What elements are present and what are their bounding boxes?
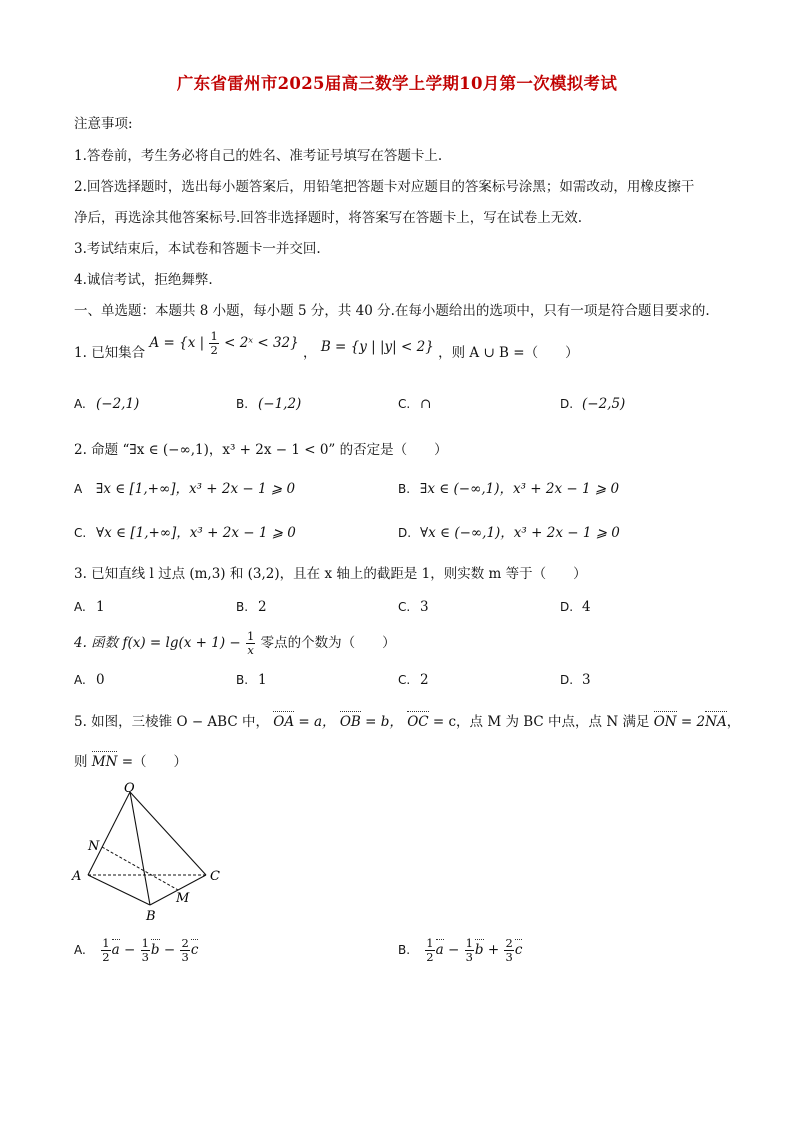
set-b: B = {y | |y| < 2} (320, 339, 434, 355)
fraction-numerator: 1 (426, 936, 434, 950)
option-text: 2 (258, 599, 267, 615)
option-c[interactable] (398, 396, 431, 412)
option-label: C. (398, 397, 411, 411)
vector-eq: = 2 (680, 714, 706, 730)
fraction-denominator: 2 (426, 950, 434, 964)
vector-ob: OB (339, 714, 361, 730)
notice-item: 1.答卷前，考生务必将自己的姓名、准考证号填写在答题卡上. (74, 148, 443, 164)
fraction-numerator: 1 (210, 329, 218, 343)
option-text: ∀x ∈ (−∞,1)，x³ + 2x − 1 ⩾ 0 (420, 525, 620, 541)
option-b[interactable] (236, 396, 301, 412)
option-a[interactable] (74, 599, 105, 615)
label-m: M (176, 891, 190, 906)
vector-eq: = a， (298, 714, 336, 730)
fraction-numerator: 1 (247, 629, 255, 643)
fraction-denominator: 2 (210, 343, 218, 357)
fraction (209, 330, 218, 357)
option-b[interactable] (398, 937, 522, 964)
option-label: C. (398, 600, 411, 614)
notice-item: 净后，再选涂其他答案标号.回答非选择题时，将答案写在答题卡上，写在试卷上无效. (74, 210, 583, 226)
option-label: D. (560, 600, 574, 614)
vector: a (435, 942, 444, 958)
question-suffix: 零点的个数为（ ） (260, 635, 396, 651)
notice-item: 2.回答选择题时，选出每小题答案后，用铅笔把答题卡对应题目的答案标号涂黑；如需改动，用橡皮擦干 (74, 179, 695, 195)
option-d[interactable] (398, 521, 620, 541)
question-4 (74, 630, 396, 657)
notice-item: 4.诚信考试，拒绝舞弊. (74, 272, 213, 288)
question-5-line-2 (74, 750, 187, 770)
vector: a (111, 942, 120, 958)
fraction-numerator: 1 (465, 936, 473, 950)
option-text: 1 (96, 599, 105, 615)
fraction-denominator: 3 (141, 950, 149, 964)
section-heading: 一、单选题：本题共 8 小题，每小题 5 分，共 40 分.在每小题给出的选项中，只有一项是符合题目要求的. (74, 303, 710, 319)
fraction (246, 630, 255, 657)
question-text: 4. 函数 f(x) = lg(x + 1) − (74, 635, 241, 651)
fraction-denominator: 2 (102, 950, 110, 964)
option-d[interactable] (560, 672, 591, 688)
option-a[interactable] (74, 937, 198, 964)
question-suffix: =（ ） (121, 754, 188, 770)
vector-oc: OC (407, 714, 429, 730)
edge-ob (130, 792, 150, 905)
fraction (425, 937, 434, 964)
edge-oa (88, 792, 130, 875)
label-b: B (146, 909, 156, 924)
question-number: 1. (74, 345, 87, 361)
option-text: ∩ (420, 396, 432, 412)
separator: ， (303, 345, 317, 361)
fraction-numerator: 2 (181, 936, 189, 950)
option-b[interactable] (236, 599, 267, 615)
fraction (504, 937, 513, 964)
fraction-numerator: 1 (141, 936, 149, 950)
option-text: ∃x ∈ (−∞,1)，x³ + 2x − 1 ⩾ 0 (420, 481, 620, 497)
operator: − (123, 942, 136, 958)
option-text: 4 (582, 599, 591, 615)
option-text: 1 (258, 672, 267, 688)
notice-item: 3.考试结束后，本试卷和答题卡一并交回. (74, 241, 321, 257)
option-label: B. (236, 600, 249, 614)
operator: + (487, 942, 500, 958)
option-c[interactable] (398, 599, 429, 615)
question-2: 2. 命题 “∃x ∈ (−∞,1)，x³ + 2x − 1 < 0” 的否定是（ ） (74, 442, 448, 458)
operator: − (163, 942, 176, 958)
operator: − (447, 942, 460, 958)
option-c[interactable] (74, 521, 296, 541)
option-label: A. (74, 397, 86, 411)
option-label: A (74, 482, 83, 496)
option-a[interactable] (74, 396, 139, 412)
notice-heading: 注意事项: (74, 116, 133, 132)
option-text: (−2,5) (582, 396, 626, 412)
vector-na: NA (705, 714, 727, 730)
segment-mn (102, 847, 178, 890)
label-c: C (210, 869, 220, 884)
fraction-denominator: 3 (465, 950, 473, 964)
option-text: 3 (582, 672, 591, 688)
question-5 (74, 710, 740, 730)
option-a[interactable] (74, 672, 105, 688)
vector: c (190, 942, 199, 958)
fraction (180, 937, 189, 964)
set-a (149, 329, 303, 357)
fraction-denominator: 3 (505, 950, 513, 964)
option-label: C. (398, 673, 411, 687)
vector-eq: = b， (365, 714, 403, 730)
vector: c (514, 942, 523, 958)
set-a-right: < 2ˣ < 32} (224, 335, 299, 351)
option-label: B. (398, 943, 411, 957)
option-text: (−2,1) (96, 396, 140, 412)
option-label: B. (236, 397, 249, 411)
question-text: 则 (74, 754, 88, 770)
question-text: 已知集合 (91, 345, 146, 361)
option-text: ∃x ∈ [1,+∞]，x³ + 2x − 1 ⩾ 0 (96, 481, 296, 497)
option-text: 2 (420, 672, 429, 688)
question-3: 3. 已知直线 l 过点 (m,3) 和 (3,2)，且在 x 轴上的截距是 1，则实数 m 等于（ ） (74, 566, 587, 582)
option-b[interactable] (236, 672, 267, 688)
option-text: ∀x ∈ [1,+∞]，x³ + 2x − 1 ⩾ 0 (96, 525, 296, 541)
option-label: D. (560, 397, 574, 411)
option-label: D. (560, 673, 574, 687)
option-label: B. (236, 673, 249, 687)
fraction-denominator: x (247, 643, 254, 657)
vector: b (150, 942, 160, 958)
option-label: A. (74, 943, 86, 957)
fraction (141, 937, 150, 964)
question-text: 5. 如图，三棱锥 O − ABC 中， (74, 714, 269, 730)
label-o: O (124, 781, 135, 796)
vector-eq: = c，点 M 为 BC 中点，点 N 满足 (432, 714, 650, 730)
label-a: A (72, 869, 82, 884)
label-n: N (88, 839, 100, 854)
set-a-left: A = {x | (149, 335, 205, 351)
edge-oc (130, 792, 206, 875)
vector-on: ON (653, 714, 677, 730)
option-b[interactable] (398, 477, 619, 497)
fraction (101, 937, 110, 964)
option-label: C. (74, 526, 87, 540)
option-label: D. (398, 526, 412, 540)
vector-mn: MN (91, 754, 118, 770)
option-a[interactable] (74, 477, 295, 497)
vector: b (474, 942, 484, 958)
option-text: 0 (96, 672, 105, 688)
fraction-numerator: 2 (505, 936, 513, 950)
option-label: A. (74, 600, 86, 614)
fraction-denominator: 3 (181, 950, 189, 964)
option-label: A. (74, 673, 86, 687)
tetrahedron-figure (70, 780, 230, 925)
vector-oa: OA (273, 714, 295, 730)
fraction (465, 937, 474, 964)
separator: ， (726, 714, 741, 730)
fraction-numerator: 1 (102, 936, 110, 950)
option-text: 3 (420, 599, 429, 615)
page-title: 广东省雷州市2025届高三数学上学期10月第一次模拟考试 (176, 74, 618, 93)
question-suffix: ，则 A ∪ B =（ ） (438, 345, 579, 361)
option-text: (−1,2) (258, 396, 302, 412)
option-d[interactable] (560, 599, 591, 615)
option-d[interactable] (560, 396, 625, 412)
option-label: B. (398, 482, 411, 496)
edge-ab (88, 875, 150, 905)
option-c[interactable] (398, 672, 429, 688)
question-1 (74, 329, 579, 367)
